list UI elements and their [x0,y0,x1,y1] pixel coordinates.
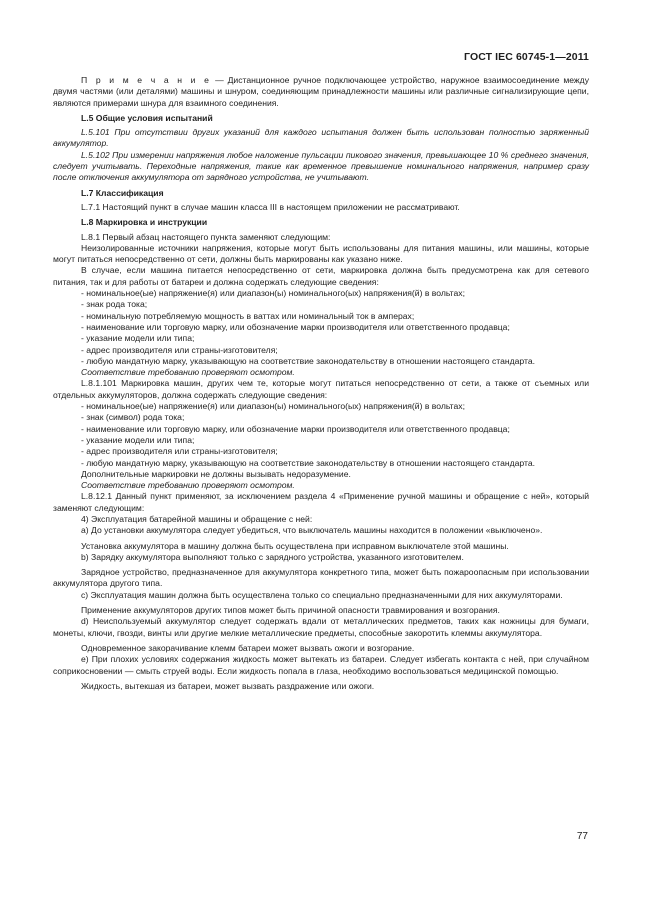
paragraph-l8-1-b: В случае, если машина питается непосредственно от сети, маркировка должна быть предусмотрена как для сетевого питания, так и для работы от батареи и должна содержать следующие сведения: [53,265,589,287]
list-item: - знак (символ) рода тока; [81,412,185,423]
paragraph-item-b2: Зарядное устройство, предназначенное для аккумулятора конкретного типа, может быть пожароопасным при использовании аккумулятора другого типа. [53,567,589,589]
list-item: - любую мандатную марку, указывающую на соответствие законодательству в отношении настоящего стандарта. [81,457,536,468]
list-item: - указание модели или типа; [81,434,195,445]
paragraph-item-c2: Применение аккумуляторов других типов может быть причиной опасности травмирования и возгорания. [81,605,500,616]
note-text: — Дистанционное ручное подключающее устройство, наружное взаимосоединение между двумя частями (или деталями) машины и шнуром, соединяющим принадлежности машины или различные сигнализирующие цепи, являются примерами шнура для взаимного соединения. [53,75,589,108]
paragraph-item-d: d) Неиспользуемый аккумулятор следует содержать вдали от металлических предметов, таких как ножницы для бумаги, монеты, ключи, гвозди, винты или другие мелкие металлические предметы, способные закоротить клеммы аккумулятора. [53,616,589,638]
paragraph-l5-102: L.5.102 При измерении напряжения любое наложение пульсации пикового значения, превышающее 10 % среднего значения, следует учитывать. Переходные напряжения, такие как временное превышение номинального напряжения, например сразу после отключения аккумулятора от зарядного устройства, не учитывают. [53,149,589,183]
paragraph-l8-1-101: L.8.1.101 Маркировка машин, других чем те, которые могут питаться непосредственно от сети, а также от съемных или отдельных аккумуляторов, должна содержать следующие сведения: [53,378,589,400]
document-header: ГОСТ IEC 60745-1—2011 [464,51,589,63]
paragraph-l8-12-1: L.8.12.1 Данный пункт применяют, за исключением раздела 4 «Применение ручной машины и обращение с ней», который заменяют следующим: [53,491,589,513]
paragraph-item-a2: Установка аккумулятора в машину должна быть осуществлена при исправном выключателе этой машины. [81,540,509,551]
list-item: - знак рода тока; [81,299,148,310]
paragraph-item-e: e) При плохих условиях содержания жидкость может вытекать из батареи. Следует избегать контакта с ней, при случайном соприкосновении — смыть струей воды. Если жидкость попала в глаза, необходимо воспользоваться медицинской помощью. [53,654,589,676]
page-body [53,75,589,692]
list-item: - номинальное(ые) напряжение(я) или диапазон(ы) номинального(ых) напряжения(й) в вольтах; [81,401,465,412]
page-number: 77 [576,831,588,842]
note-paragraph [53,75,589,109]
paragraph-l5-101: L.5.101 При отсутствии других указаний для каждого испытания должен быть использован полностью заряженный аккумулятор. [53,127,589,149]
list-item: - наименование или торговую марку, или обозначение марки производителя или ответственного продавца; [81,423,510,434]
compliance-check: Соответствие требованию проверяют осмотром. [81,480,295,491]
paragraph-item-b: b) Зарядку аккумулятора выполняют только с зарядного устройства, указанного изготовителем. [81,551,464,562]
section-heading-l5: L.5 Общие условия испытаний [81,112,213,123]
section-heading-l7: L.7 Классификация [81,187,164,198]
paragraph-item-e2: Жидкость, вытекшая из батареи, может вызвать раздражение или ожоги. [81,680,375,691]
paragraph-l8-1-a: Неизолированные источники напряжения, которые могут быть использованы для питания машины, или машины, которые могут питаться непосредственно от сети, должны быть маркированы как указано ниже. [53,242,589,265]
list-item: - указание модели или типа; [81,333,195,344]
paragraph-l7-1: L.7.1 Настоящий пункт в случае машин класса III в настоящем приложении не рассматривают. [81,201,460,212]
list-item: - номинальную потребляемую мощность в ваттах или номинальный ток в амперах; [81,310,415,321]
list-item: - адрес производителя или страны-изготовителя; [81,446,278,457]
note-label: П р и м е ч а н и е [81,75,212,85]
paragraph-item-a: a) До установки аккумулятора следует убедиться, что выключатель машины находится в положении «выключено». [81,525,543,536]
list-item: - номинальное(ые) напряжение(я) или диапазон(ы) номинального(ых) напряжения(й) в вольтах; [81,288,465,299]
paragraph-item-4: 4) Эксплуатация батарейной машины и обращение с ней: [81,513,313,524]
compliance-check: Соответствие требованию проверяют осмотром. [81,367,295,378]
section-heading-l8: L.8 Маркировка и инструкции [81,217,208,228]
paragraph-item-c: c) Эксплуатация машин должна быть осуществлена только со специально предназначенными для них аккумуляторами. [81,589,563,600]
list-item: - наименование или торговую марку, или обозначение марки производителя или ответственного продавца; [81,321,510,332]
paragraph-l8-1: L.8.1 Первый абзац настоящего пункта заменяют следующим: [81,231,331,242]
list-item: - адрес производителя или страны-изготовителя; [81,344,278,355]
paragraph-item-d2: Одновременное закорачивание клемм батареи может вызвать ожоги и возгорание. [81,642,415,653]
paragraph-extra-marks: Дополнительные маркировки не должны вызывать недоразумение. [81,468,351,479]
list-item: - любую мандатную марку, указывающую на соответствие законодательству в отношении настоящего стандарта. [81,355,536,366]
